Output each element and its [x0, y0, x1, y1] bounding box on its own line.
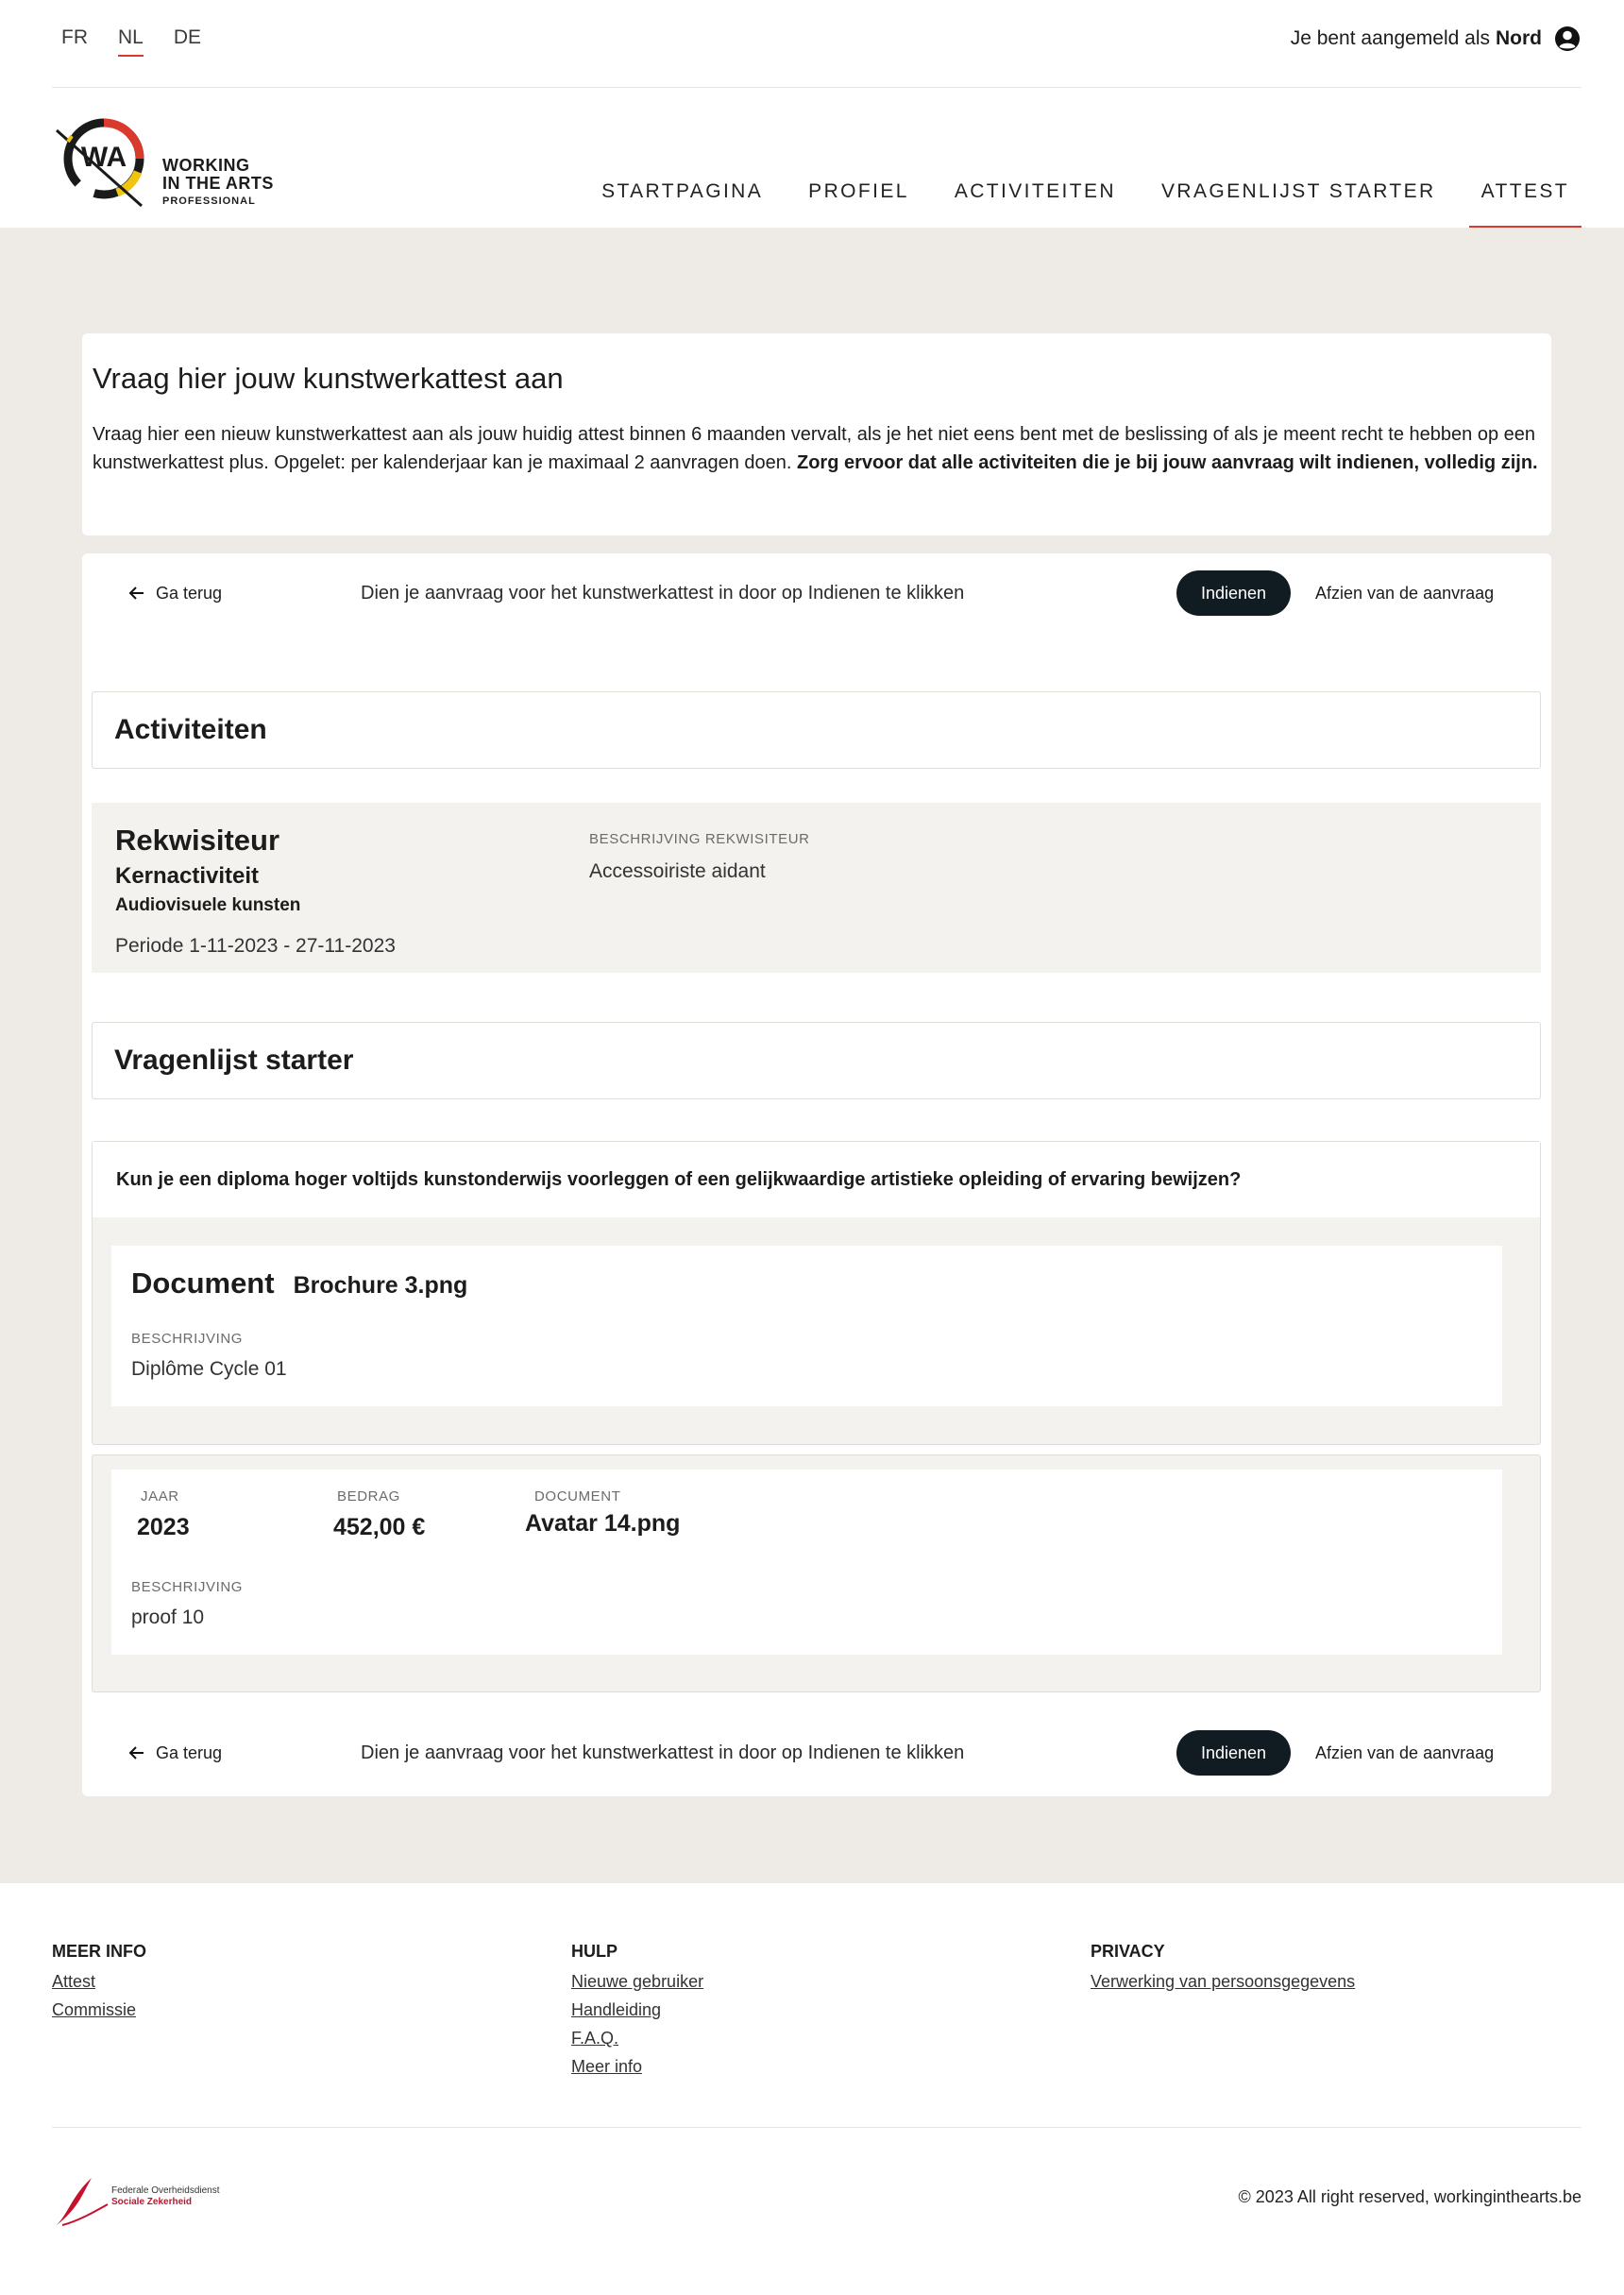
nav-vragenlijst-starter[interactable]: VRAGENLIJST STARTER [1160, 180, 1436, 202]
site-header [0, 89, 1624, 228]
logo-line3: PROFESSIONAL [162, 196, 256, 207]
footer-col-meer-info [52, 1942, 146, 2024]
document-label: Document [131, 1266, 275, 1300]
lang-nl[interactable]: NL [118, 26, 144, 57]
fps-swoosh-icon [49, 2167, 115, 2233]
starter-question [92, 1141, 1541, 1445]
logo-mark: WA [80, 142, 127, 173]
footer-col1-title: MEER INFO [52, 1942, 147, 1961]
document-desc-label: BESCHRIJVING [131, 1331, 244, 1347]
site-footer [0, 1883, 1624, 2295]
fps-line2: Sociale Zekerheid [111, 2197, 193, 2207]
action-bar-top [82, 565, 1551, 621]
footer-link-meer-info[interactable]: Meer info [571, 2057, 643, 2076]
activity-title: Rekwisiteur [115, 824, 280, 857]
starter-heading: Vragenlijst starter [92, 1022, 1541, 1099]
footer-col3-title: PRIVACY [1091, 1942, 1165, 1961]
footer-col-hulp [571, 1942, 703, 2081]
page-title: Vraag hier jouw kunstwerkattest aan [93, 362, 564, 395]
activity-description [589, 831, 810, 883]
back-link-bottom[interactable] [127, 1743, 222, 1763]
logo-text [162, 157, 274, 211]
fps-line1: Federale Overheidsdienst [111, 2185, 220, 2196]
cancel-request-link-bottom[interactable]: Afzien van de aanvraag [1315, 1742, 1495, 1762]
proof-year-value: 2023 [137, 1514, 190, 1540]
nav-attest[interactable]: ATTEST [1469, 180, 1582, 228]
footer-divider [52, 2127, 1582, 2128]
proof-desc-value: proof 10 [131, 1606, 205, 1628]
footer-link-privacy[interactable]: Verwerking van persoonsgegevens [1091, 1972, 1356, 1991]
proof-item [92, 1454, 1541, 1692]
nav-startpagina[interactable]: STARTPAGINA [601, 180, 764, 202]
proof-desc-label: BESCHRIJVING [131, 1579, 244, 1595]
footer-link-faq[interactable]: F.A.Q. [571, 2029, 619, 2048]
user-circle-icon[interactable] [1553, 25, 1582, 53]
lang-fr[interactable]: FR [61, 26, 88, 48]
top-bar [52, 0, 1582, 88]
main-content [0, 228, 1624, 1883]
login-status [1291, 25, 1582, 53]
cancel-request-link-top[interactable]: Afzien van de aanvraag [1315, 583, 1495, 603]
nav-profiel[interactable]: PROFIEL [808, 180, 909, 202]
proof-year-label: JAAR [141, 1488, 179, 1504]
submit-hint: Dien je aanvraag voor het kunstwerkattest in door op Indienen te klikken [361, 1742, 965, 1763]
request-card [82, 553, 1551, 1796]
proof-amount-label: BEDRAG [337, 1488, 400, 1504]
lang-de[interactable]: DE [173, 26, 202, 48]
login-prefix: Je bent aangemeld als [1290, 27, 1490, 49]
language-switcher [61, 26, 201, 57]
login-user: Nord [1496, 27, 1542, 49]
submit-button-bottom[interactable]: Indienen [1176, 1730, 1291, 1776]
arrow-left-icon [127, 1743, 146, 1762]
activity-item [92, 803, 1541, 973]
proof-doc-label: DOCUMENT [534, 1488, 621, 1504]
logo-line2: IN THE ARTS [162, 174, 274, 193]
proof-year [137, 1488, 190, 1541]
activity-period: Periode 1-11-2023 - 27-11-2023 [115, 935, 396, 957]
back-label: Ga terug [156, 1742, 223, 1762]
activity-discipline: Audiovisuele kunsten [115, 895, 301, 915]
footer-link-handleiding[interactable]: Handleiding [571, 2000, 662, 2019]
submit-hint: Dien je aanvraag voor het kunstwerkattest in door op Indienen te klikken [361, 582, 965, 604]
activity-desc-label: BESCHRIJVING REKWISITEUR [589, 831, 810, 847]
activities-heading: Activiteiten [92, 691, 1541, 769]
footer-link-nieuwe-gebruiker[interactable]: Nieuwe gebruiker [571, 1972, 704, 1991]
fps-logo[interactable] [49, 2167, 238, 2233]
copyright: © 2023 All right reserved, workinginthearts.be [1238, 2187, 1582, 2206]
intro-text [93, 420, 1541, 477]
proof-amount [333, 1488, 426, 1541]
back-label: Ga terug [156, 583, 223, 603]
footer-col-privacy [1091, 1942, 1355, 1996]
action-bar-bottom [82, 1725, 1551, 1781]
question-text: Kun je een diploma hoger voltijds kunstonderwijs voorleggen of een gelijkwaardige artistieke opleiding of ervaring bewijzen? [93, 1142, 1540, 1217]
proof-amount-value: 452,00 € [333, 1514, 426, 1540]
wa-logo-icon [49, 104, 162, 212]
arrow-left-icon [127, 584, 146, 603]
footer-link-commissie[interactable]: Commissie [52, 2000, 137, 2019]
intro-bold: Zorg ervoor dat alle activiteiten die je bij jouw aanvraag wilt indienen, volledig zijn. [796, 452, 1538, 473]
proof-box [111, 1470, 1502, 1655]
activity-type: Kernactiviteit [115, 863, 260, 889]
nav-activiteiten[interactable]: ACTIVITEITEN [954, 180, 1116, 202]
logo-line1: WORKING [162, 156, 250, 175]
logo[interactable] [49, 104, 285, 212]
document-box [111, 1246, 1502, 1406]
document-name[interactable]: Brochure 3.png [293, 1272, 468, 1299]
document-desc-value: Diplôme Cycle 01 [131, 1358, 287, 1380]
footer-link-attest[interactable]: Attest [52, 1972, 96, 1991]
main-nav [568, 89, 1582, 228]
back-link-top[interactable] [127, 584, 222, 604]
proof-description [131, 1579, 243, 1629]
intro-body: Vraag hier een nieuw kunstwerkattest aan als jouw huidig attest binnen 6 maanden vervalt, als je het niet eens bent met de beslissing of als je meent recht te hebben op een kunstwerkattest plus. Opgelet: per kalenderjaar kan je maximaal 2 aanvragen doen. [93, 424, 1535, 473]
footer-col2-title: HULP [571, 1942, 617, 1961]
proof-doc-value[interactable]: Avatar 14.png [525, 1510, 681, 1537]
fps-text [111, 2185, 220, 2208]
proof-document [525, 1488, 681, 1538]
activity-desc-value: Accessoiriste aidant [589, 860, 766, 882]
submit-button-top[interactable]: Indienen [1176, 570, 1291, 616]
intro-card [82, 333, 1551, 536]
